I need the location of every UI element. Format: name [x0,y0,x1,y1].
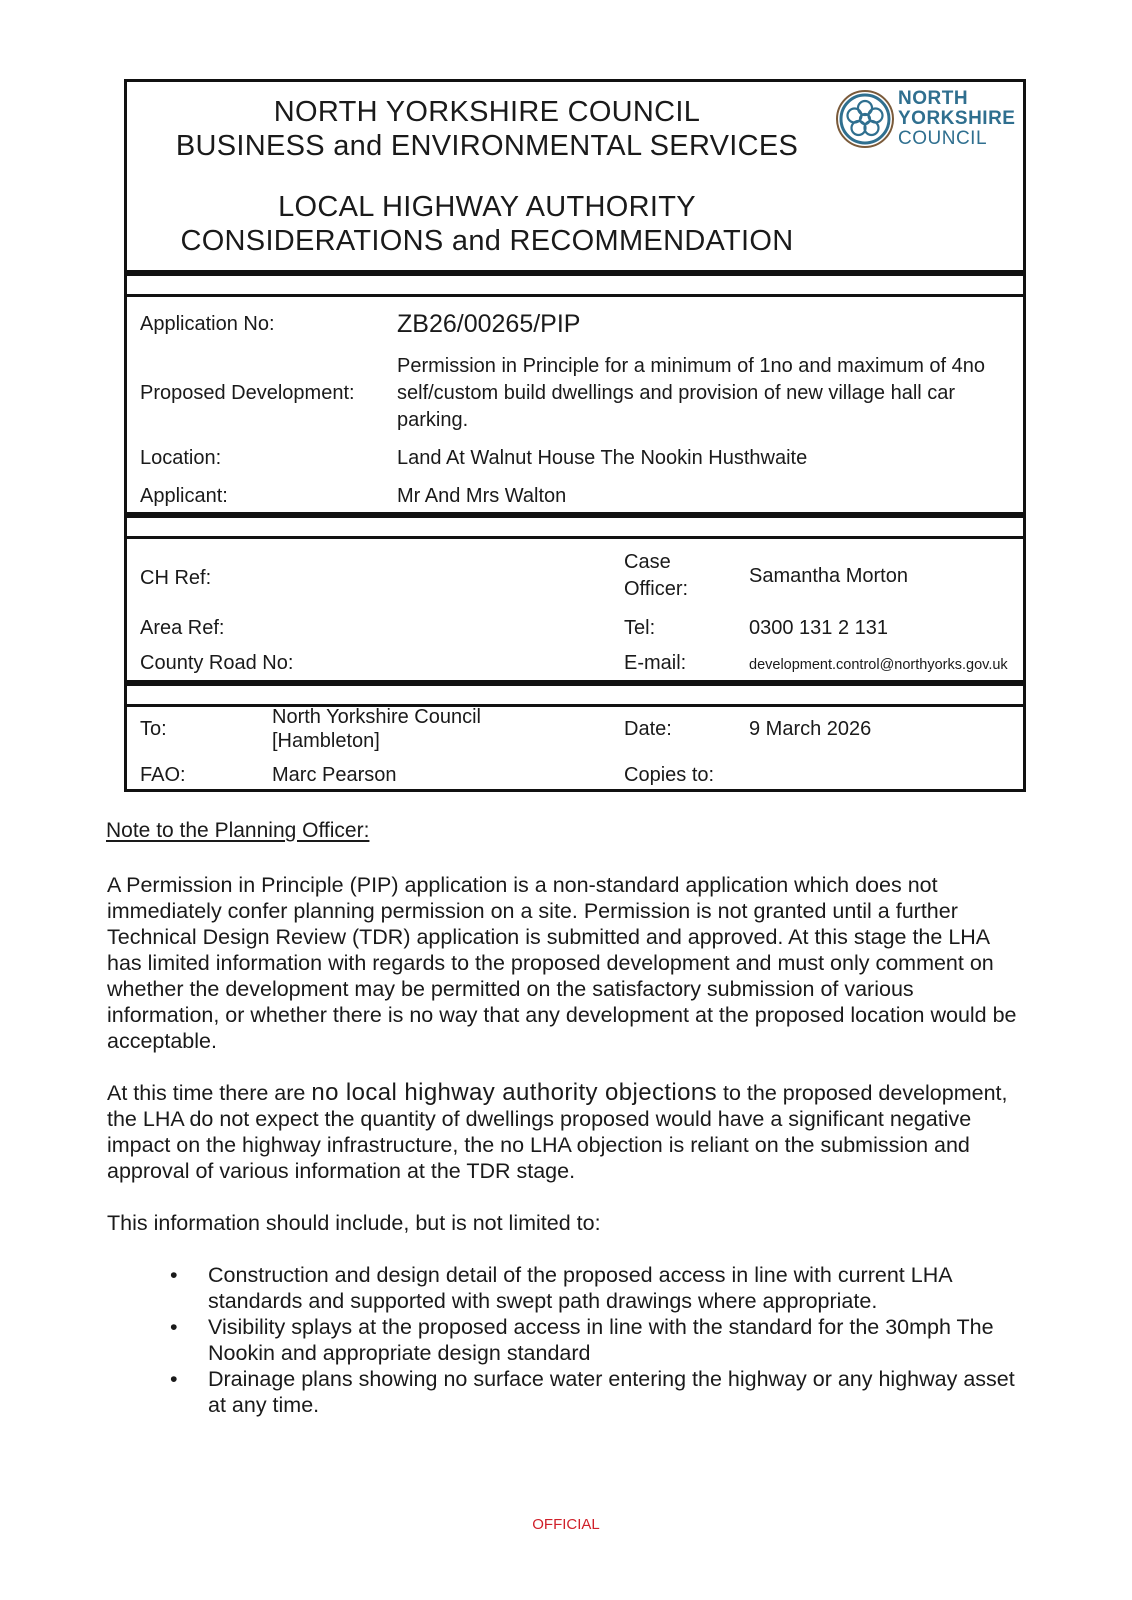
proposed-development-line-2: self/custom build dwellings and provision of new village hall car [397,382,956,404]
application-no-label: Application No: [140,313,275,335]
proposed-development-label: Proposed Development: [140,382,355,404]
applicant-value: Mr And Mrs Walton [397,485,567,507]
logo-text-yorkshire: YORKSHIRE [898,108,1016,129]
location-value: Land At Walnut House The Nookin Husthwaite [397,447,808,469]
logo-text-north: NORTH [898,88,969,109]
council-logo [834,86,1019,156]
proposed-development-line-1: Permission in Principle for a minimum of 1no and maximum of 4no [397,355,986,377]
tel-value: 0300 131 2 131 [749,617,889,639]
to-label: To: [140,718,167,740]
note-paragraph-1-text: A Permission in Principle (PIP) application is a non-standard application which does not immediately confer planning permission on a site. Permission is not granted until a further Technical Design Review (TDR) application is submitted and approved. At this stage the LHA has limited information with regards to the proposed development and must only comment on whether the development may be permitted on the satisfactory submission of various information, or whether there is no way that any development at the proposed location would be acceptable. [107,873,1017,1053]
list-item [170,1262,1020,1314]
to-line-2: [Hambleton] [272,730,380,752]
case-officer-value: Samantha Morton [749,565,908,587]
list-item [170,1366,1020,1418]
paragraph-2-start: At this time there are [107,1081,312,1105]
applicant-label: Applicant: [140,485,228,507]
note-heading: Note to the Planning Officer: [106,819,370,842]
paragraph-2-end: to the proposed development, the LHA do not expect the quantity of dwellings proposed would have a significant negative impact on the highway infrastructure, the no LHA objection is reliant on the submission and approval of various information at the TDR stage. [107,1081,1008,1183]
note-paragraph-3-text: This information should include, but is not limited to: [107,1211,601,1235]
list-item-text: Visibility splays at the proposed access in line with the standard for the 30mph The Nookin and appropriate design standard [208,1315,994,1365]
logo-text-council: COUNCIL [898,128,988,149]
list-item-text: Drainage plans showing no surface water entering the highway or any highway asset at any time. [208,1367,1015,1417]
tel-label: Tel: [624,617,656,639]
proposed-development-line-3: parking. [397,409,469,431]
date-label: Date: [624,718,672,740]
header-line-1: NORTH YORKSHIRE COUNCIL [273,96,701,128]
ch-ref-label: CH Ref: [140,567,212,589]
copies-to-label: Copies to: [624,764,715,786]
yorkshire-rose-icon [834,88,896,150]
note-paragraph-1 [107,872,1017,1054]
email-value[interactable]: development.control@northyorks.gov.uk [749,657,1008,673]
email-label: E-mail: [624,652,687,674]
paragraph-2-emphasis: no local highway authority objections [311,1079,718,1106]
list-item-text: Construction and design detail of the proposed access in line with current LHA standards and supported with swept path drawings where appropriate. [208,1263,952,1313]
case-officer-label-1: Case [624,551,671,573]
header-line-4: CONSIDERATIONS and RECOMMENDATION [180,225,794,257]
bullet-icon: • [170,1263,178,1287]
to-line-1: North Yorkshire Council [272,706,481,728]
county-road-label: County Road No: [140,652,294,674]
application-no-value: ZB26/00265/PIP [397,310,581,338]
area-ref-label: Area Ref: [140,617,225,639]
fao-value: Marc Pearson [272,764,397,786]
note-paragraph-2 [107,1080,1017,1184]
header-line-3: LOCAL HIGHWAY AUTHORITY [278,191,696,223]
bullet-icon: • [170,1367,178,1391]
requirements-list [170,1262,1020,1418]
list-item [170,1314,1020,1366]
note-paragraph-2-text [107,1080,1017,1184]
location-label: Location: [140,447,222,469]
bullet-icon: • [170,1315,178,1339]
date-value: 9 March 2026 [749,718,872,740]
header-line-2: BUSINESS and ENVIRONMENTAL SERVICES [175,130,799,162]
note-paragraph-3 [107,1210,1017,1236]
case-officer-label-2: Officer: [624,578,689,600]
fao-label: FAO: [140,764,186,786]
addressee-box [124,704,1026,792]
footer-classification: OFFICIAL [532,1516,600,1533]
